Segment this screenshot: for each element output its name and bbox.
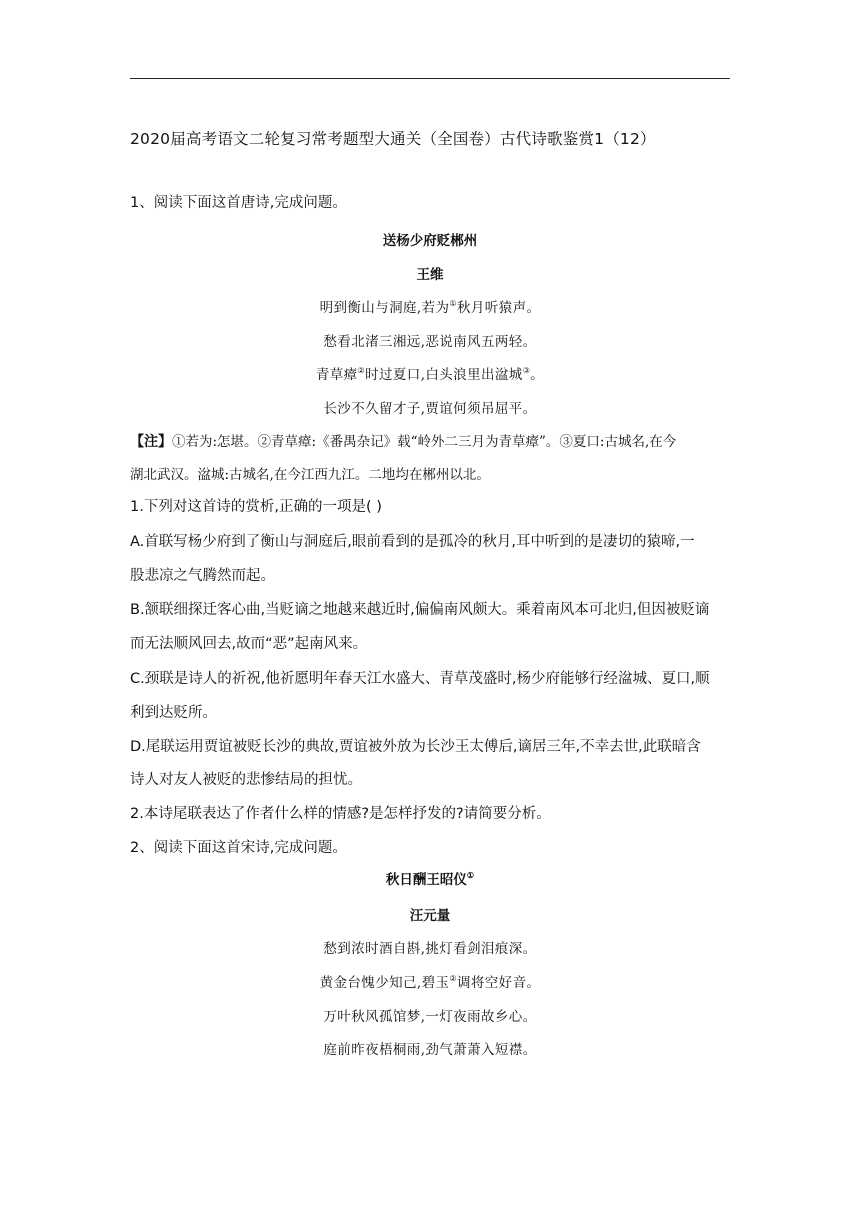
notes-tag: 【注】 xyxy=(130,434,172,450)
poem-line-text: 愁到浓时酒自斟,挑灯看剑泪痕深。 xyxy=(323,941,537,957)
notes-line-2: 湖北武汉。湓城:古城名,在今江西九江。二地均在郴州以北。 xyxy=(130,467,490,483)
option-c-line-2: 利到达贬所。 xyxy=(130,705,217,721)
poem-2-line xyxy=(130,1005,730,1025)
sub-question-2: 2.本诗尾联表达了作者什么样的情感?是怎样抒发的?请简要分析。 xyxy=(130,806,551,822)
footnote-marker: ② xyxy=(449,974,457,983)
poem-line-text: 万叶秋风孤馆梦,一灯夜雨故乡心。 xyxy=(323,1009,537,1025)
poem-2-line xyxy=(130,1038,730,1058)
footnote-marker: ③ xyxy=(522,366,531,375)
option-b-line-1: B.颔联细探迁客心曲,当贬谪之地越来越近时,偏偏南风颇大。乘着南风本可北归,但因被贬谪 xyxy=(130,602,710,618)
poem-line-text: 时过夏口,白头浪里出湓城 xyxy=(365,367,523,383)
poem-line-text: 青草瘴 xyxy=(315,367,358,383)
poem-line-text: 愁看北渚三湘远,恶说南风五两轻。 xyxy=(323,334,537,350)
poem-line-text: 。 xyxy=(530,367,545,383)
poem-line-text: 秋月听猿声。 xyxy=(456,300,541,316)
notes-text: ①若为:怎堪。②青草瘴:《番禺杂记》载“岭外二三月为青草瘴”。③夏口:古城名,在今 xyxy=(172,434,677,450)
footnote-marker: ① xyxy=(466,870,475,880)
notes-line-1 xyxy=(130,430,730,451)
document-title: 2020届高考语文二轮复习常考题型大通关（全国卷）古代诗歌鉴赏1（12） xyxy=(130,130,656,148)
poem-2-title-text: 秋日酬王昭仪 xyxy=(385,872,467,888)
option-d-line-2: 诗人对友人被贬的悲惨结局的担忧。 xyxy=(130,772,362,788)
footnote-marker: ② xyxy=(357,366,366,375)
poem-1-author: 王维 xyxy=(416,267,444,283)
question-2-intro: 2、阅读下面这首宋诗,完成问题。 xyxy=(130,840,347,856)
option-a-line-2: 股悲凉之气腾然而起。 xyxy=(130,568,275,584)
poem-1-line xyxy=(130,330,730,350)
option-c-line-1: C.颈联是诗人的祈祝,他祈愿明年春天江水盛大、青草茂盛时,杨少府能够行经湓城、夏口,顺 xyxy=(130,671,710,687)
question-1-intro: 1、阅读下面这首唐诗,完成问题。 xyxy=(130,195,347,211)
header-rule xyxy=(130,78,730,79)
option-d-line-1: D.尾联运用贾谊被贬长沙的典故,贾谊被外放为长沙王太傅后,谪居三年,不幸去世,此联暗含 xyxy=(130,739,701,755)
poem-line-text: 长沙不久留才子,贾谊何须吊屈平。 xyxy=(323,401,537,417)
poem-1-line xyxy=(130,397,730,417)
poem-2-line xyxy=(130,971,730,991)
poem-line-text: 黄金台愧少知己,碧玉 xyxy=(319,975,450,991)
poem-1-title: 送杨少府贬郴州 xyxy=(382,233,478,249)
poem-2-author: 汪元量 xyxy=(409,908,451,924)
poem-line-text: 庭前昨夜梧桐雨,劲气萧萧入短襟。 xyxy=(323,1042,537,1058)
option-b-line-2: 而无法顺风回去,故而“恶”起南风来。 xyxy=(130,636,368,652)
poem-1-line xyxy=(130,296,730,316)
option-a-line-1: A.首联写杨少府到了衡山与洞庭后,眼前看到的是孤冷的秋月,耳中听到的是凄切的猿啼,一 xyxy=(130,534,695,550)
poem-line-text: 明到衡山与洞庭,若为 xyxy=(319,300,450,316)
poem-line-text: 调将空好音。 xyxy=(456,975,541,991)
poem-2-title xyxy=(130,868,730,888)
sub-question-1: 1.下列对这首诗的赏析,正确的一项是( ) xyxy=(130,499,382,515)
poem-2-line xyxy=(130,937,730,957)
footnote-marker: ① xyxy=(449,299,457,308)
poem-1-line xyxy=(130,363,730,383)
